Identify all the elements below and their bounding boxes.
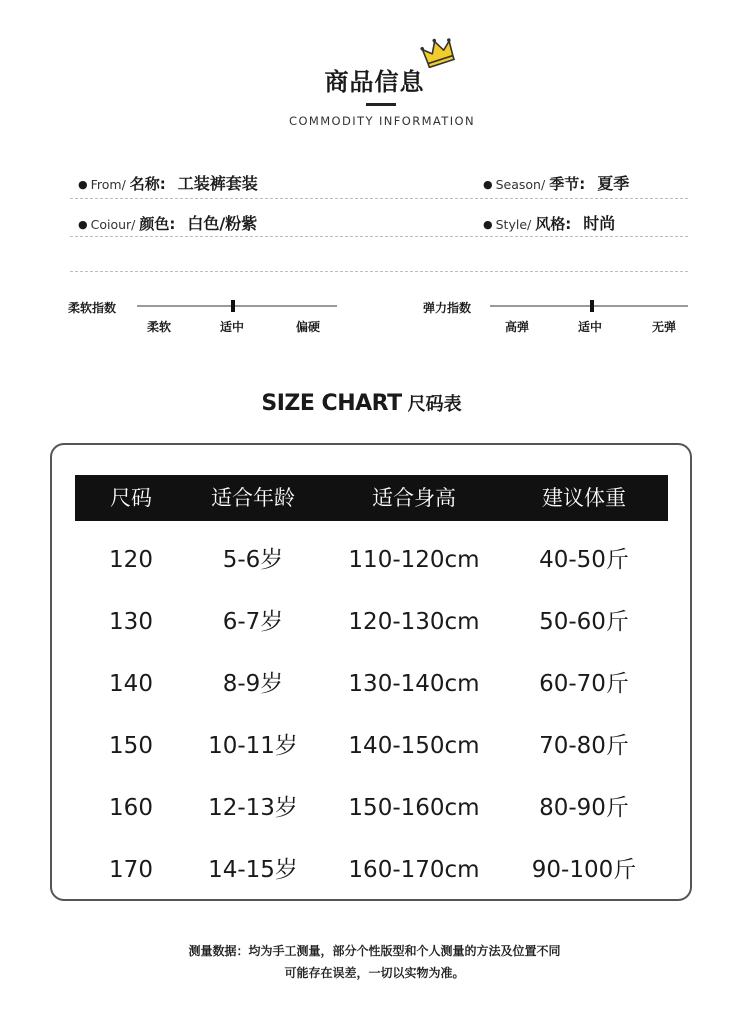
- bullet-icon: ●: [78, 218, 88, 231]
- table-cell: 130-140cm: [348, 671, 480, 697]
- column-header-age: 适合年龄: [211, 486, 295, 510]
- divider: [70, 236, 688, 237]
- info-style-value: 时尚: [583, 214, 616, 233]
- page-subtitle: COMMODITY INFORMATION: [289, 114, 475, 128]
- table-cell: 160: [109, 795, 153, 821]
- softness-option: 柔软: [147, 320, 172, 334]
- table-cell: 50-60斤: [539, 609, 629, 635]
- table-cell: 10-11岁: [208, 733, 298, 759]
- size-chart-title-zh: 尺码表: [407, 394, 462, 415]
- page-title: 商品信息: [324, 68, 425, 96]
- table-cell: 140-150cm: [348, 733, 480, 759]
- elasticity-label: 弹力指数: [423, 301, 472, 315]
- info-colour: ● Coiour/ 颜色: 白色/粉紫: [78, 214, 258, 233]
- column-header-weight: 建议体重: [542, 486, 626, 510]
- size-chart-title-en: SIZE CHART: [261, 391, 402, 416]
- table-cell: 140: [109, 671, 153, 697]
- table-cell: 12-13岁: [208, 795, 298, 821]
- table-cell: 6-7岁: [222, 609, 284, 635]
- table-cell: 150: [109, 733, 153, 759]
- info-name-value: 工装裤套装: [177, 174, 258, 193]
- table-cell: 110-120cm: [348, 547, 480, 573]
- info-season-value: 夏季: [597, 174, 630, 193]
- softness-marker: [231, 300, 235, 312]
- table-cell: 70-80斤: [539, 733, 629, 759]
- bullet-icon: ●: [483, 218, 493, 231]
- softness-track: [137, 305, 337, 307]
- table-cell: 5-6岁: [222, 547, 284, 573]
- footer-note-line2: 可能存在误差，一切以实物为准。: [284, 966, 465, 980]
- table-cell: 14-15岁: [208, 857, 298, 883]
- bullet-icon: ●: [78, 178, 88, 191]
- softness-label: 柔软指数: [68, 301, 117, 315]
- bullet-icon: ●: [483, 178, 493, 191]
- elasticity-option: 适中: [578, 320, 603, 334]
- info-season: ● Season/ 季节: 夏季: [483, 174, 630, 193]
- info-name: ● From/ 名称: 工装裤套装: [78, 174, 258, 193]
- column-header-height: 适合身高: [372, 486, 456, 510]
- divider: [70, 271, 688, 272]
- table-cell: 120-130cm: [348, 609, 480, 635]
- title-underline: [366, 103, 396, 106]
- table-cell: 80-90斤: [539, 795, 629, 821]
- elasticity-marker: [590, 300, 594, 312]
- table-cell: 60-70斤: [539, 671, 629, 697]
- table-cell: 90-100斤: [531, 857, 637, 883]
- info-colour-value: 白色/粉紫: [187, 214, 258, 233]
- column-header-size: 尺码: [110, 486, 152, 510]
- divider: [70, 198, 688, 199]
- size-chart-heading: [0, 390, 723, 416]
- elasticity-track: [490, 305, 688, 307]
- table-cell: 40-50斤: [539, 547, 629, 573]
- table-cell: 170: [109, 857, 153, 883]
- table-cell: 120: [109, 547, 153, 573]
- table-cell: 160-170cm: [348, 857, 480, 883]
- info-style: ● Style/ 风格: 时尚: [483, 214, 616, 233]
- table-cell: 8-9岁: [222, 671, 284, 697]
- footer-note-line1: 测量数据：均为手工测量，部分个性版型和个人测量的方法及位置不同: [188, 944, 561, 958]
- elasticity-option: 无弹: [652, 320, 677, 334]
- table-cell: 150-160cm: [348, 795, 480, 821]
- elasticity-option: 高弹: [505, 320, 530, 334]
- table-cell: 130: [109, 609, 153, 635]
- softness-option: 偏硬: [296, 320, 321, 334]
- softness-option: 适中: [220, 320, 245, 334]
